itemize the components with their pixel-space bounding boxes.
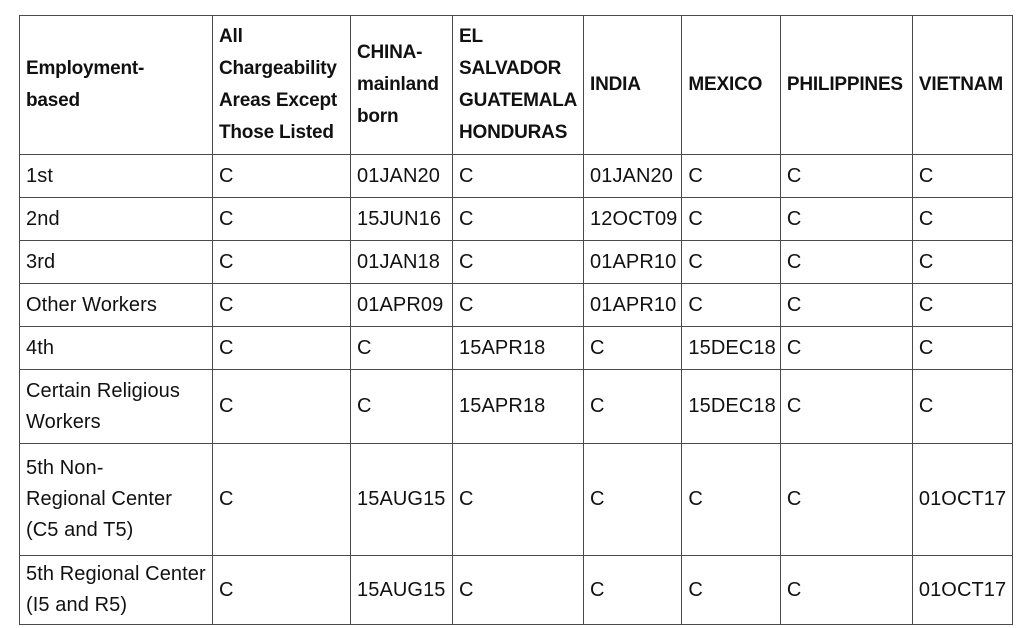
header-vietnam: VIETNAM [912,16,1012,155]
table-cell: C [453,284,584,327]
header-row [20,16,1013,155]
table-cell: 15DEC18 [682,370,780,444]
table-cell: C [780,444,912,556]
header-all-chargeability: All Chargeability Areas Except Those Listed [213,16,351,155]
table-cell: C [453,241,584,284]
table-cell: C [780,241,912,284]
table-cell: 15DEC18 [682,327,780,370]
table-row [20,444,1013,556]
table-cell: 01APR10 [584,241,682,284]
table-cell: 15AUG15 [351,444,453,556]
visa-bulletin-table [19,15,1013,625]
table-cell: C [780,155,912,198]
table-cell: C [584,556,682,625]
table-cell: C [912,198,1012,241]
table-cell: C [213,155,351,198]
table-cell: C [213,284,351,327]
table-row [20,241,1013,284]
table-cell: C [682,198,780,241]
table-cell: C [213,370,351,444]
table-row [20,556,1013,625]
table-cell: C [912,327,1012,370]
table-cell: C [453,198,584,241]
table-cell: 01OCT17 [912,444,1012,556]
table-row [20,284,1013,327]
row-label: 2nd [20,198,213,241]
table-cell: C [780,198,912,241]
table-cell: C [780,284,912,327]
table-cell: C [912,155,1012,198]
table-cell: C [912,241,1012,284]
header-philippines: PHILIPPINES [780,16,912,155]
header-employment-based: Employment- based [20,16,213,155]
table-cell: C [912,284,1012,327]
table-cell: C [213,198,351,241]
table-cell: C [351,327,453,370]
header-mexico: MEXICO [682,16,780,155]
table-row [20,370,1013,444]
header-india: INDIA [584,16,682,155]
row-label: 5th Non- Regional Center (C5 and T5) [20,444,213,556]
table-cell: C [780,556,912,625]
table-cell: C [213,327,351,370]
table-cell: C [584,370,682,444]
table-cell: 15AUG15 [351,556,453,625]
table-cell: C [584,444,682,556]
table-cell: 01JAN20 [584,155,682,198]
table-cell: C [584,327,682,370]
table-row [20,155,1013,198]
header-el-salvador-guatemala-honduras: EL SALVADOR GUATEMALA HONDURAS [453,16,584,155]
table-cell: 01APR09 [351,284,453,327]
row-label: 5th Regional Center (I5 and R5) [20,556,213,625]
table-cell: C [682,155,780,198]
table-cell: 15APR18 [453,327,584,370]
table-cell: C [780,370,912,444]
table-cell: 01OCT17 [912,556,1012,625]
table-cell: C [912,370,1012,444]
table-cell: C [682,241,780,284]
header-china: CHINA- mainland born [351,16,453,155]
table-cell: C [213,444,351,556]
table-cell: 15JUN16 [351,198,453,241]
table-row [20,327,1013,370]
visa-bulletin-table-container [19,15,1013,625]
table-cell: C [780,327,912,370]
row-label: Other Workers [20,284,213,327]
table-cell: C [351,370,453,444]
table-cell: C [213,241,351,284]
table-cell: 01APR10 [584,284,682,327]
table-cell: 15APR18 [453,370,584,444]
table-cell: 01JAN20 [351,155,453,198]
row-label: 1st [20,155,213,198]
table-row [20,198,1013,241]
table-cell: C [453,155,584,198]
table-cell: C [682,556,780,625]
row-label: Certain Religious Workers [20,370,213,444]
table-cell: 01JAN18 [351,241,453,284]
row-label: 3rd [20,241,213,284]
table-cell: C [213,556,351,625]
table-cell: C [453,444,584,556]
table-cell: C [682,444,780,556]
table-cell: C [682,284,780,327]
table-cell: 12OCT09 [584,198,682,241]
table-cell: C [453,556,584,625]
row-label: 4th [20,327,213,370]
